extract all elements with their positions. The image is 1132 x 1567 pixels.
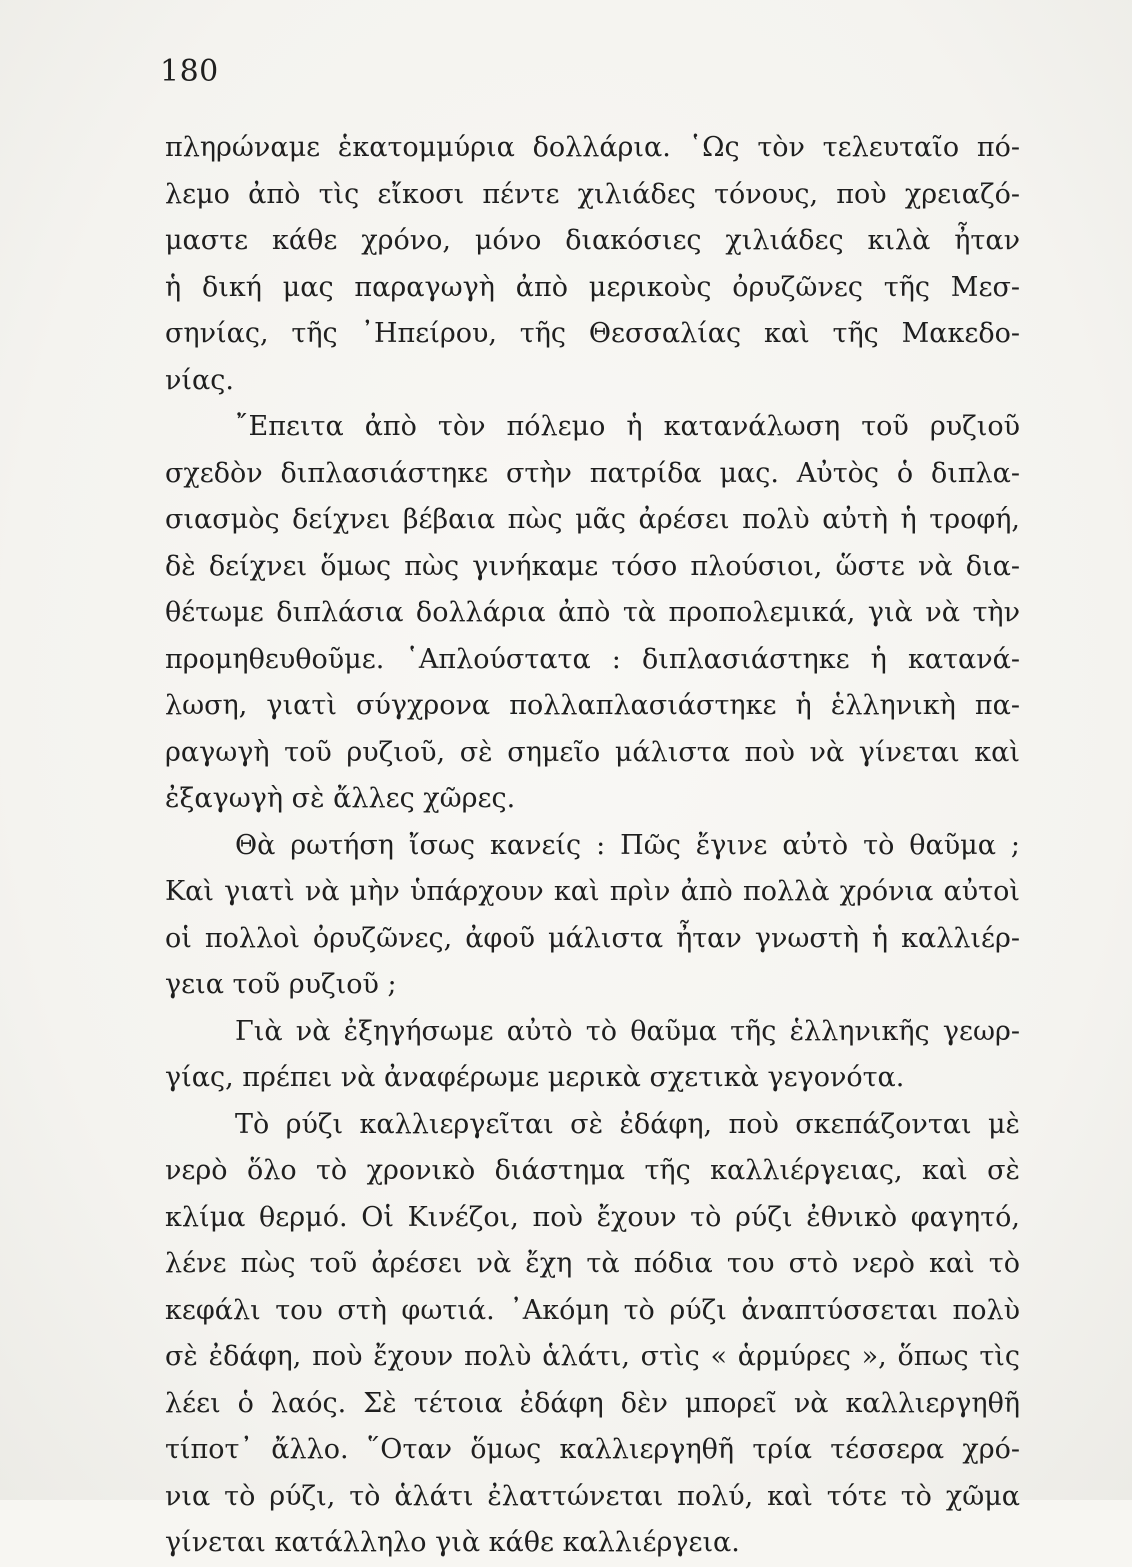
text-line: ῎Επειτα ἀπὸ τὸν πόλεμο ἡ κατανάλωση τοῦ ρυζιοῦ xyxy=(235,411,1020,442)
text-line: νίας. xyxy=(165,364,234,396)
text-line: γίας, πρέπει νὰ ἀναφέρωμε μερικὰ σχετικὰ γεγονότα. xyxy=(165,1062,905,1093)
text-line: Γιὰ νὰ ἐξηγήσωμε αὐτὸ τὸ θαῦμα τῆς ἑλληνικῆς γεωρ- xyxy=(235,1015,1020,1047)
text-line: προμηθευθοῦμε. ῾Απλούστατα : διπλασιάστηκε ἡ κατανά- xyxy=(165,643,1020,675)
text-line: κεφάλι του στὴ φωτιά. ᾿Ακόμη τὸ ρύζι ἀναπτύσσεται πολὺ xyxy=(165,1294,1020,1326)
text-line: Θὰ ρωτήση ἴσως κανείς : Πῶς ἔγινε αὐτὸ τὸ θαῦμα ; xyxy=(235,829,1020,861)
text-line: ἐξαγωγὴ σὲ ἄλλες χῶρες. xyxy=(165,783,516,814)
text-line: τίποτ᾿ ἄλλο. ῞Οταν ὅμως καλλιεργηθῆ τρία τέσσερα χρό- xyxy=(165,1434,1020,1465)
text-line: μαστε κάθε χρόνο, μόνο διακόσιες χιλιάδες κιλὰ ἦταν xyxy=(165,225,1020,256)
text-line: σχεδὸν διπλασιάστηκε στὴν πατρίδα μας. Αὐτὸς ὁ διπλα- xyxy=(165,457,1020,489)
text-line: ἡ δική μας παραγωγὴ ἀπὸ μερικοὺς ὀρυζῶνες τῆς Μεσ- xyxy=(165,271,1020,303)
text-line: λέει ὁ λαός. Σὲ τέτοια ἐδάφη δὲν μπορεῖ νὰ καλλιεργηθῆ xyxy=(165,1387,1020,1419)
text-line: σὲ ἐδάφη, ποὺ ἔχουν πολὺ ἁλάτι, στὶς « ἁρμύρες », ὅπως τὶς xyxy=(165,1341,1020,1372)
text-line: σιασμὸς δείχνει βέβαια πὼς μᾶς ἀρέσει πολὺ αὐτὴ ἡ τροφή, xyxy=(165,504,1020,535)
body-text xyxy=(165,125,1020,1567)
text-line: λεμο ἀπὸ τὶς εἴκοσι πέντε χιλιάδες τόνους, ποὺ χρειαζό- xyxy=(165,178,1020,210)
text-line: λένε πὼς τοῦ ἀρέσει νὰ ἔχη τὰ πόδια του στὸ νερὸ καὶ τὸ xyxy=(165,1248,1020,1279)
text-line: οἱ πολλοὶ ὀρυζῶνες, ἀφοῦ μάλιστα ἦταν γνωστὴ ἡ καλλιέρ- xyxy=(165,922,1020,954)
text-line: δὲ δείχνει ὅμως πὼς γινήκαμε τόσο πλούσιοι, ὥστε νὰ δια- xyxy=(165,550,1020,582)
text-line: λωση, γιατὶ σύγχρονα πολλαπλασιάστηκε ἡ ἑλληνικὴ πα- xyxy=(165,690,1020,721)
page-number: 180 xyxy=(160,54,219,89)
text-line: θέτωμε διπλάσια δολλάρια ἀπὸ τὰ προπολεμικά, γιὰ νὰ τὴν xyxy=(165,597,1020,628)
text-line: γίνεται κατάλληλο γιὰ κάθε καλλιέργεια. xyxy=(165,1527,740,1558)
text-line: κλίμα θερμό. Οἱ Κινέζοι, ποὺ ἔχουν τὸ ρύζι ἐθνικὸ φαγητό, xyxy=(165,1201,1020,1233)
text-line: πληρώναμε ἑκατομμύρια δολλάρια. ῾Ως τὸν τελευταῖο πό- xyxy=(165,132,1020,163)
text-line: γεια τοῦ ρυζιοῦ ; xyxy=(165,969,397,1000)
text-line: Τὸ ρύζι καλλιεργεῖται σὲ ἐδάφη, ποὺ σκεπάζονται μὲ xyxy=(235,1108,1020,1140)
text-line: ραγωγὴ τοῦ ρυζιοῦ, σὲ σημεῖο μάλιστα ποὺ νὰ γίνεται καὶ xyxy=(165,736,1020,768)
text-line: νερὸ ὅλο τὸ χρονικὸ διάστημα τῆς καλλιέργειας, καὶ σὲ xyxy=(165,1155,1020,1186)
text-line: νια τὸ ρύζι, τὸ ἁλάτι ἐλαττώνεται πολύ, καὶ τότε τὸ χῶμα xyxy=(165,1480,1020,1512)
text-line: Καὶ γιατὶ νὰ μὴν ὑπάρχουν καὶ πρὶν ἀπὸ πολλὰ χρόνια αὐτοὶ xyxy=(165,876,1020,907)
text-line: σηνίας, τῆς ᾿Ηπείρου, τῆς Θεσσαλίας καὶ τῆς Μακεδο- xyxy=(165,318,1020,349)
